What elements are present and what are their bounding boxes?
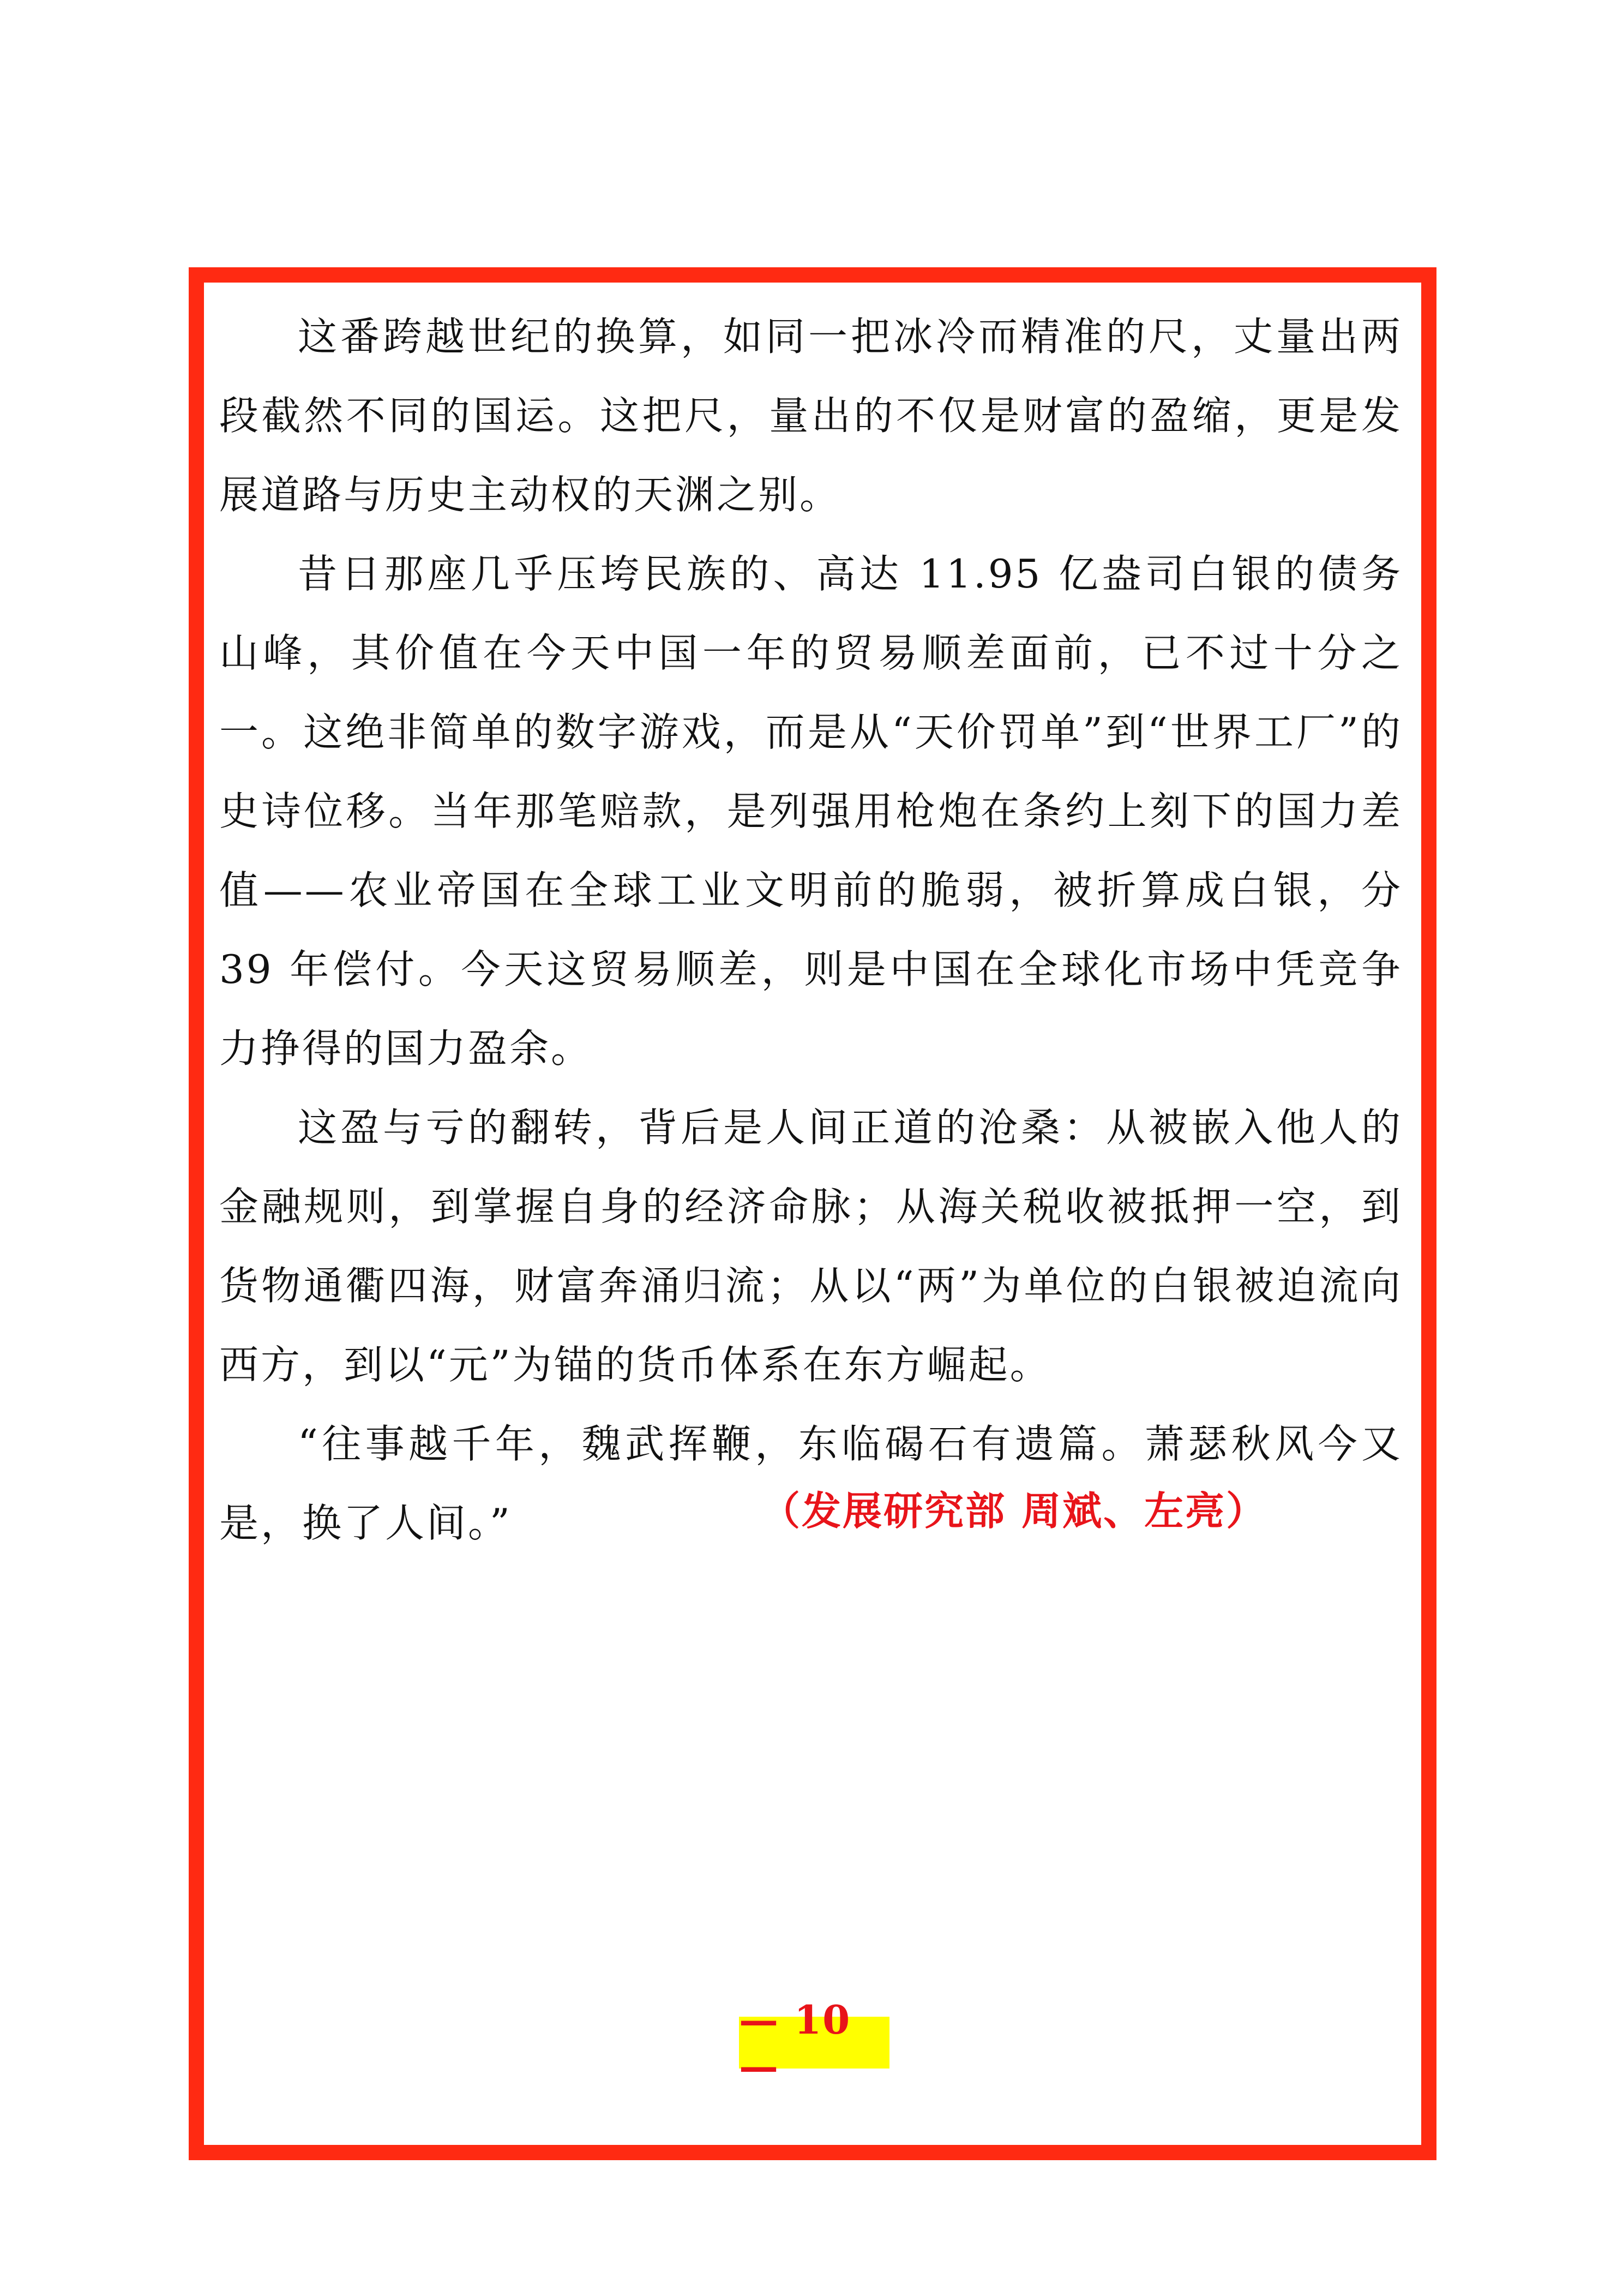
paragraph-3: 这盈与亏的翻转，背后是人间正道的沧桑：从被嵌入他人的金融规则，到掌握自身的经济命脉；从海关税收被抵押一空，到货物通衢四海，财富奔涌归流；从以“两”为单位的白银被迫流向西方，到以“元”为锚的货币体系在东方崛起。 [219, 1105, 1403, 1388]
article-body [219, 297, 1403, 1563]
page-number: — 10 — [739, 2017, 889, 2069]
paragraph-1: 这番跨越世纪的换算，如同一把冰冷而精准的尺，丈量出两段截然不同的国运。这把尺，量出的不仅是财富的盈缩，更是发展道路与历史主动权的天渊之别。 [219, 314, 1403, 518]
paragraph-2: 昔日那座几乎压垮民族的、高达 11.95 亿盎司白银的债务山峰，其价值在今天中国一年的贸易顺差面前，已不过十分之一。这绝非简单的数字游戏，而是从“天价罚单”到“世界工厂”的史诗位移。当年那笔赔款，是列强用枪炮在条约上刻下的国力差值——农业帝国在全球工业文明前的脆弱，被折算成白银，分 39 年偿付。今天这贸易顺差，则是中国在全球化市场中凭竞争力挣得的国力盈余。 [219, 551, 1403, 1071]
author-signature: （发展研究部 周斌、左亮） [761, 1488, 1267, 1534]
paragraph-4-quote: “往事越千年，魏武挥鞭，东临碣石有遗篇。萧瑟秋风今又是，换了人间。” [219, 1421, 1403, 1546]
